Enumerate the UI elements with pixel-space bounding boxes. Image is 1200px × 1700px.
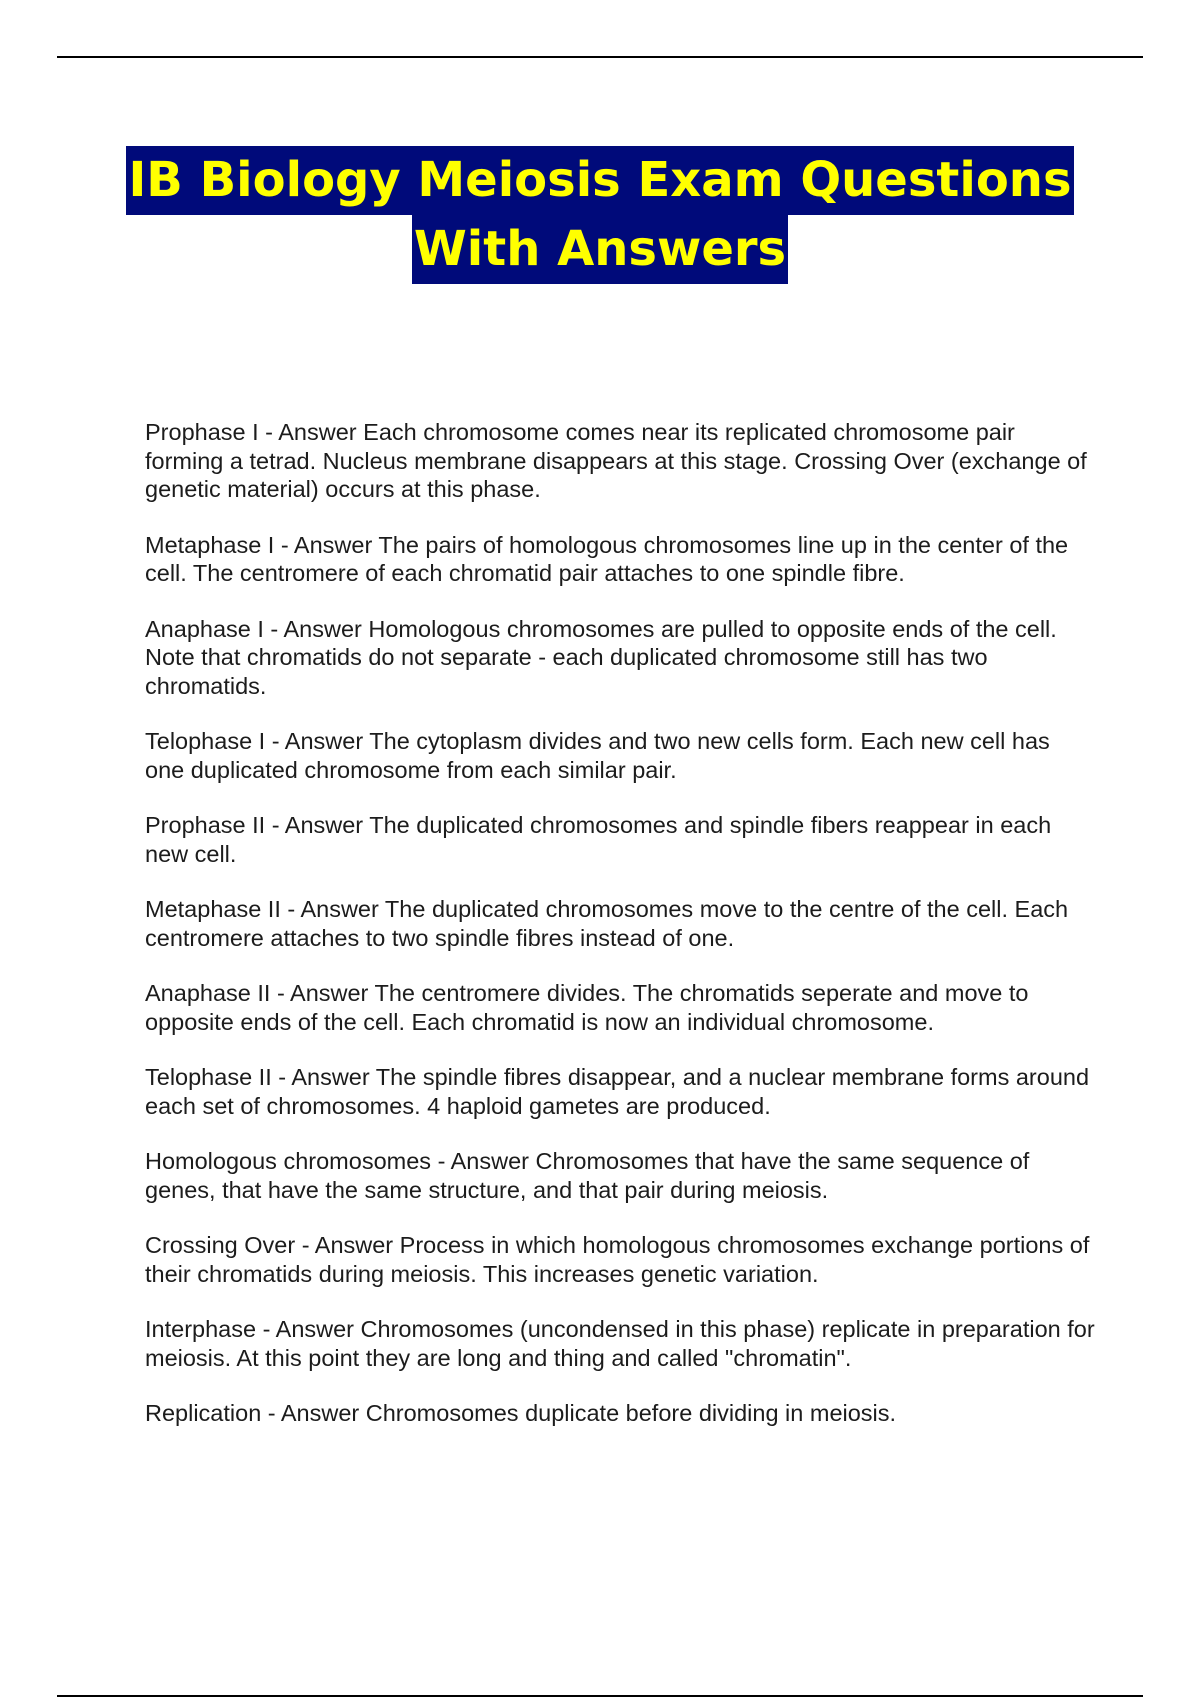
qa-term: Crossing Over xyxy=(145,1232,296,1258)
qa-item-anaphase-2 xyxy=(145,979,1095,1036)
qa-item-telophase-1 xyxy=(145,727,1095,784)
qa-answer: Chromosomes duplicate before dividing in meiosis. xyxy=(365,1400,897,1426)
qa-answer: The duplicated chromosomes and spindle fibers reappear in each new cell. xyxy=(145,812,1052,867)
footer-rule xyxy=(57,1695,1143,1697)
qa-answer: The spindle fibres disappear, and a nuclear membrane forms around each set of chromosomes. 4 haploid gametes are produced. xyxy=(145,1064,1090,1119)
header-rule xyxy=(57,56,1143,58)
qa-answer: Chromosomes that have the same sequence of genes, that have the same structure, and that pair during meiosis. xyxy=(145,1148,1030,1203)
qa-answer: The duplicated chromosomes move to the centre of the cell. Each centromere attaches to two spindle fibres instead of one. xyxy=(145,896,1069,951)
title-line-1: IB Biology Meiosis Exam Questions xyxy=(126,146,1073,215)
qa-item-replication xyxy=(145,1399,1095,1428)
qa-answer: Process in which homologous chromosomes exchange portions of their chromatids during meiosis. This increases genetic variation. xyxy=(145,1232,1090,1287)
qa-term: Anaphase II xyxy=(145,980,271,1006)
qa-list xyxy=(145,418,1095,1455)
answer-separator: - Answer xyxy=(270,980,375,1006)
qa-answer: The centromere divides. The chromatids seperate and move to opposite ends of the cell. Each chromatid is now an individual chromosome. xyxy=(145,980,1029,1035)
title-line-2: With Answers xyxy=(412,215,788,284)
qa-item-homologous-chromosomes xyxy=(145,1147,1095,1204)
answer-separator: - Answer xyxy=(258,419,364,445)
qa-term: Metaphase II xyxy=(145,896,281,922)
answer-separator: - Answer xyxy=(265,728,370,754)
qa-answer: The cytoplasm divides and two new cells form. Each new cell has one duplicated chromosome from each similar pair. xyxy=(145,728,1050,783)
qa-term: Prophase II xyxy=(145,812,266,838)
qa-term: Metaphase I xyxy=(145,531,275,558)
answer-separator: - Answer xyxy=(265,812,370,838)
qa-item-prophase-2 xyxy=(145,811,1095,868)
answer-separator: - Answer xyxy=(271,1064,376,1090)
answer-separator: - Answer xyxy=(431,1148,536,1174)
qa-item-anaphase-1 xyxy=(145,615,1095,701)
answer-separator: - Answer xyxy=(256,1316,361,1342)
qa-term: Replication xyxy=(145,1400,262,1426)
qa-term: Prophase I xyxy=(145,419,259,445)
answer-separator: - Answer xyxy=(295,1232,400,1258)
qa-term: Homologous chromosomes xyxy=(145,1148,432,1174)
answer-separator: - Answer xyxy=(261,1400,366,1426)
qa-term: Interphase xyxy=(145,1316,257,1342)
qa-item-prophase-1 xyxy=(145,418,1095,504)
qa-term: Telophase II xyxy=(145,1064,272,1090)
document-title xyxy=(0,146,1200,284)
answer-separator: - Answer xyxy=(263,615,369,642)
qa-item-interphase xyxy=(145,1315,1095,1372)
qa-term: Anaphase I xyxy=(145,615,264,642)
qa-item-crossing-over xyxy=(145,1231,1095,1288)
qa-item-metaphase-2 xyxy=(145,895,1095,952)
qa-answer: Each chromosome comes near its replicated chromosome pair forming a tetrad. Nucleus membrane disappears at this stage. Crossing Over (exchange of genetic material) occurs at this phase. xyxy=(145,419,1087,502)
qa-item-telophase-2 xyxy=(145,1063,1095,1120)
answer-separator: - Answer xyxy=(274,531,379,558)
answer-separator: - Answer xyxy=(280,896,385,922)
qa-answer: Homologous chromosomes are pulled to opposite ends of the cell. Note that chromatids do not separate - each duplicated chromosome still has two chromatids. xyxy=(145,615,1057,699)
qa-item-metaphase-1 xyxy=(145,531,1095,588)
qa-term: Telophase I xyxy=(145,728,266,754)
qa-answer: The pairs of homologous chromosomes line up in the center of the cell. The centromere of each chromatid pair attaches to one spindle fibre. xyxy=(145,531,1069,586)
qa-answer: Chromosomes (uncondensed in this phase) replicate in preparation for meiosis. At this point they are long and thing and called "chromatin". xyxy=(145,1316,1095,1371)
